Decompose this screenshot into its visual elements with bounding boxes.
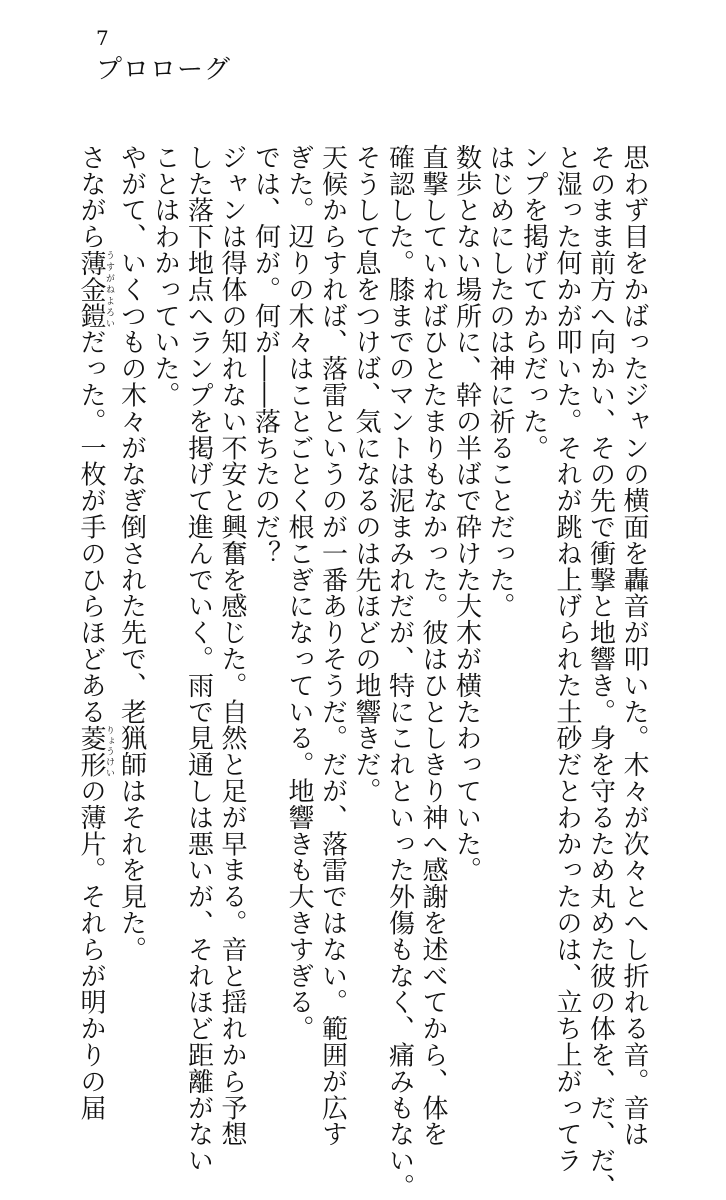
- ruby-annotation: [76, 724, 114, 778]
- paragraph: [148, 118, 249, 1174]
- paragraph: [248, 118, 282, 970]
- ruby-annotation: [76, 249, 114, 329]
- paragraph: [516, 118, 650, 1200]
- text-line: 確認した。膝までのマントは泥まみれだが、特にこれといった外傷もなく、痛みもない。: [384, 144, 415, 1200]
- text-line: 思わず目をかばったジャンの横面を轟音が叩いた。木々が次々とへし折れる音。音は: [619, 144, 649, 1148]
- text-line: はじめにしたのは神に祈ることだった。: [485, 144, 515, 620]
- text-line: と湿った何かが叩いた。それが跳ね上げられた土砂だとわかったのは、立ち上がってラ: [552, 144, 582, 1174]
- text-fragment: の薄片。それらが明かりの届: [76, 777, 106, 1121]
- text-fragment: だった。一枚が手のひらほどある: [76, 328, 106, 725]
- body-text: [76, 118, 650, 1200]
- text-line: やがて、いくつもの木々がなぎ倒された先で、老猟師はそれを見た。: [116, 144, 147, 963]
- text-line: 数歩とない場所に、幹の半ばで砕けた大木が横たわっていた。: [451, 144, 482, 884]
- text-line: した落下地点へランプを掲げて進んでいく。雨で見通しは悪いが、それほど距離がない: [183, 144, 214, 1174]
- ruby-base: 薄金鎧: [76, 249, 106, 329]
- text-line: 天候からすれば、落雷というのが一番ありそうだ。だが、落雷ではない。範囲が広す: [317, 144, 348, 1148]
- text-line: そのまま前方へ向かい、その先で衝撃と地響き。身を守るため丸めた彼の体を、だ、だ、: [585, 144, 616, 1200]
- text-line: 直撃していればひとたまりもなかった。彼はひとしきり神へ感謝を述べてから、体を: [418, 144, 448, 1148]
- text-line: ぎた。辺りの木々はことごとく根こぎになっている。地響きも大きすぎる。: [284, 144, 314, 1042]
- text-line: そうして息をつけば、気になるのは先ほどの地響きだ。: [351, 144, 381, 804]
- text-line: ことはわかっていた。: [150, 144, 180, 408]
- text-line: ンプを掲げてからだった。: [518, 144, 549, 461]
- text-line: [74, 118, 115, 1121]
- text-line: では、何が。何が――落ちたのだ？: [250, 144, 281, 567]
- paragraph: [483, 118, 517, 970]
- paragraph: [349, 118, 483, 1200]
- text-fragment: さながら: [76, 144, 106, 250]
- ruby-reading: りょうけい: [104, 724, 114, 778]
- chapter-title: プロローグ: [96, 55, 232, 85]
- text-line: ジャンは得体の知れない不安と興奮を感じた。自然と足が早まる。音と揺れから予想: [217, 144, 247, 1148]
- paragraph: [282, 118, 349, 1148]
- ruby-base: 菱形: [76, 724, 106, 778]
- page-number: 7: [96, 26, 109, 50]
- paragraph: [74, 118, 148, 1121]
- ruby-reading: うすがねよろい: [104, 249, 114, 329]
